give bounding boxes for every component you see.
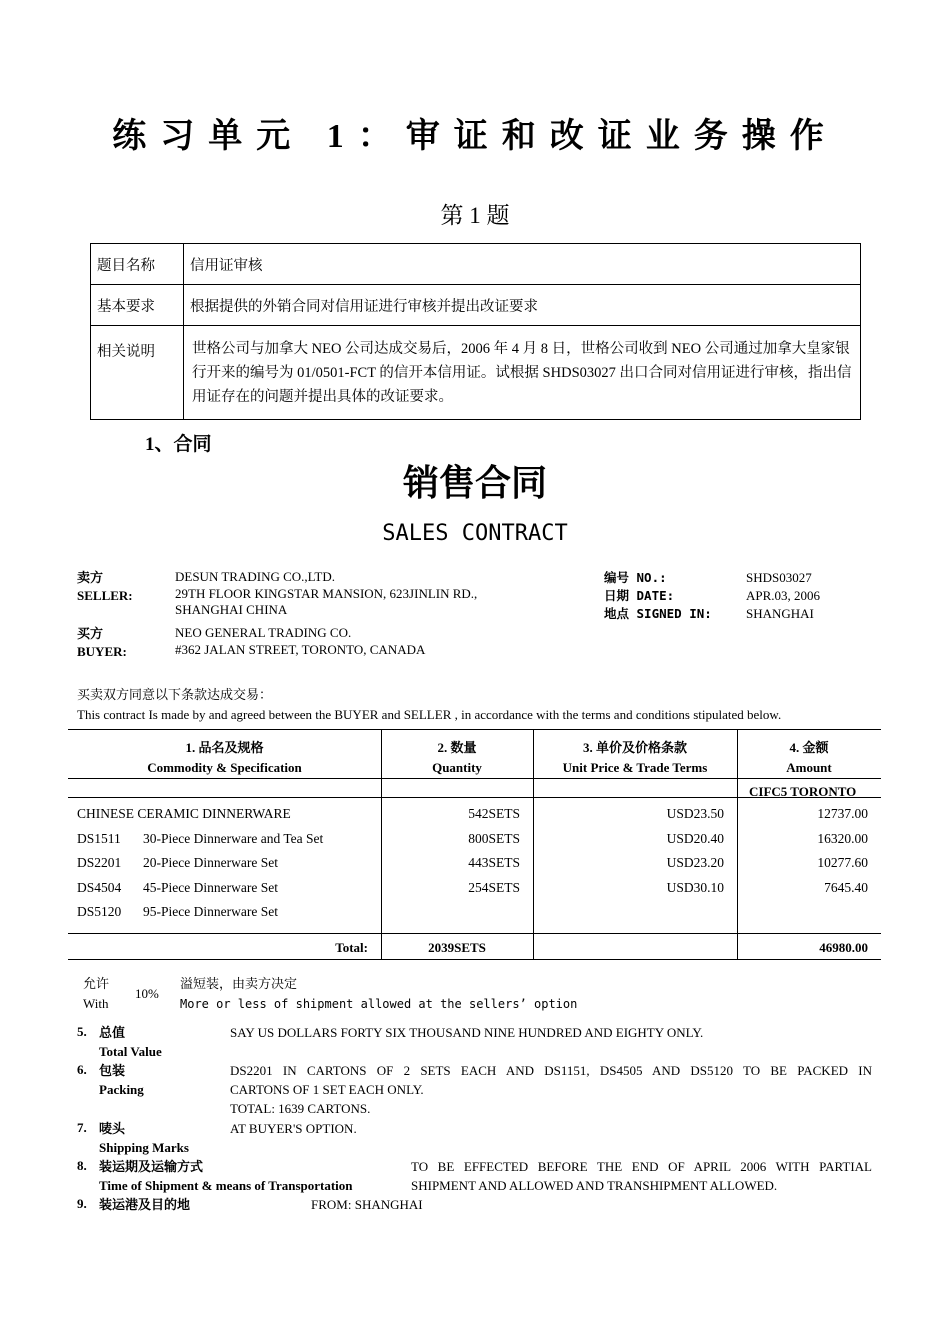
col-header-cn: 2. 数量 [437,740,477,755]
col-header-amount [737,738,881,778]
clause-line: SHIPMENT AND ALLOWED AND TRANSHIPMENT ALLOWED. [411,1178,778,1193]
clause-line: AT BUYER'S OPTION. [230,1121,357,1136]
tolerance-desc [180,974,577,1014]
contract-title-en: SALES CONTRACT [382,521,568,546]
contract-intro-cn: 买卖双方同意以下条款达成交易： [77,687,273,702]
buyer-label-en: BUYER: [77,644,127,659]
clause-line: FROM: SHANGHAI [311,1197,423,1212]
col-header-en: Quantity [432,760,482,775]
info-key: 基本要求 [91,285,184,326]
clause-label-en: Time of Shipment & means of Transportation [99,1178,353,1193]
info-row [91,285,861,326]
contract-date-value: APR.03, 2006 [746,588,821,603]
info-row [91,244,861,285]
clause-label [99,1061,144,1099]
col-header-commodity [68,738,381,778]
item-desc: 95-Piece Dinnerware Set [143,904,278,919]
col-header-en: Amount [786,760,832,775]
item-row [77,827,323,852]
item-code: DS1511 [77,830,121,846]
buyer-label-cn: 买方 [77,626,104,641]
item-row [77,851,323,876]
amount-cell: 7645.40 [824,879,868,895]
clause-label-cn: 装运期及运输方式 [99,1159,204,1174]
contract-place-label: 地点 SIGNED IN: [604,606,712,621]
tolerance-allow-cn: 允许 [83,976,110,991]
clause-number: 8. [77,1158,87,1173]
contract-title-cn: 销售合同 [402,463,547,504]
clause-label [99,1157,353,1195]
item-code: DS4504 [77,879,122,895]
col-header-cn: 1. 品名及规格 [185,740,264,755]
clause-text [230,1023,703,1042]
contract-intro-en: This contract Is made by and agreed between the BUYER and SELLER , in accordance with the terms and conditions stipulated below. [77,707,782,722]
price-column [533,802,724,900]
clause-number: 9. [77,1196,87,1211]
quantity-cell: 443SETS [468,855,520,870]
clause-label-cn: 装运港及目的地 [99,1197,191,1212]
amount-cell: 12737.00 [817,806,868,821]
tolerance-allow [83,974,109,1014]
col-header-quantity [381,738,533,778]
contract-meta-labels [604,569,712,623]
clause-number: 6. [77,1062,87,1077]
info-key: 相关说明 [91,326,184,420]
item-row [77,876,323,901]
commodity-column [77,802,323,925]
contract-date-label: 日期 DATE: [604,588,675,603]
clause-text [311,1195,423,1214]
page-title: 练习单元 1：审证和改证业务操作 [112,118,838,155]
price-cell: USD23.50 [666,806,724,821]
clause-number: 7. [77,1120,87,1135]
quantity-cell: 542SETS [468,806,520,821]
col-header-unit-price [533,738,737,778]
price-cell: USD30.10 [666,879,724,895]
info-value: 根据提供的外销合同对信用证进行审核并提出改证要求 [184,285,861,326]
clause-line: TOTAL: 1639 CARTONS. [230,1101,371,1116]
clause-text [411,1157,872,1195]
trade-term: CIFC5 TORONTO [749,784,857,799]
col-header-cn: 3. 单价及价格条款 [582,740,687,755]
amount-column [737,802,868,900]
seller-label-cn: 卖方 [77,570,104,585]
tolerance-allow-en: With [83,996,109,1011]
quantity-column [381,802,520,900]
price-cell: USD20.40 [666,830,724,846]
info-table [90,243,861,420]
col-header-cn: 4. 金额 [789,740,829,755]
info-row [91,326,861,420]
question-number: 第 1 题 [440,203,510,228]
clause-line: TO BE EFFECTED BEFORE THE END OF APRIL 2006 WITH PARTIAL [411,1159,872,1174]
item-code: DS2201 [77,855,122,870]
quantity-cell: 254SETS [468,879,520,895]
item-desc: 20-Piece Dinnerware Set [143,855,278,870]
seller-address1: 29TH FLOOR KINGSTAR MANSION, 623JINLIN RD., [175,585,478,601]
buyer-label [77,625,127,661]
tolerance-desc-cn: 溢短装，由卖方决定 [180,976,298,991]
clause-label-en: Shipping Marks [99,1140,189,1155]
table-top-rule [68,729,881,730]
total-label: Total: [335,940,368,955]
seller-info [175,569,477,619]
item-desc: 30-Piece Dinnerware and Tea Set [143,830,324,846]
clause-text [230,1061,872,1118]
info-key: 题目名称 [91,244,184,285]
info-value: 信用证审核 [184,244,861,285]
contract-no-value: SHDS03027 [746,570,812,585]
table-bottom-rule [68,959,881,960]
table-header-rule [68,778,881,779]
contract-meta-values [746,569,820,623]
contract-place-value: SHANGHAI [746,606,814,621]
buyer-name: NEO GENERAL TRADING CO. [175,625,352,640]
section-heading: 1、合同 [145,434,212,455]
info-value: 世格公司与加拿大 NEO 公司达成交易后，2006 年 4 月 8 日，世格公司收到 NEO 公司通过加拿大皇家银行开来的编号为 01/0501-FCT 的信开本信用证。试根据 SHDS03027 出口合同对信用证进行审核，指出信用证存在的问题并提出具体的改证要求。 [184,326,861,420]
clause-label [99,1023,162,1061]
item-code: DS5120 [77,904,122,919]
contract-no-label: 编号 NO.: [604,570,667,585]
clause-label-cn: 总值 [99,1025,126,1040]
seller-label-en: SELLER: [77,588,133,603]
buyer-address: #362 JALAN STREET, TORONTO, CANADA [175,641,426,657]
item-desc: 45-Piece Dinnerware Set [143,879,278,895]
buyer-info [175,625,425,658]
clause-label-cn: 包装 [99,1063,126,1078]
clause-line: DS2201 IN CARTONS OF 2 SETS EACH AND DS1151, DS4505 AND DS5120 TO BE PACKED IN [230,1063,872,1078]
item-row [77,900,323,925]
clause-label-en: Total Value [99,1044,162,1059]
quantity-cell: 800SETS [468,830,520,846]
clause-line: SAY US DOLLARS FORTY SIX THOUSAND NINE HUNDRED AND EIGHTY ONLY. [230,1025,704,1040]
clause-label-cn: 唛头 [99,1121,126,1136]
tolerance-desc-en: More or less of shipment allowed at the sellers’ option [180,997,578,1011]
amount-cell: 10277.60 [817,855,868,870]
seller-address2: SHANGHAI CHINA [175,602,288,617]
tolerance-percent: 10% [135,986,159,1001]
total-quantity: 2039SETS [428,940,486,955]
col-header-en: Commodity & Specification [147,760,302,775]
seller-label [77,569,133,605]
seller-name: DESUN TRADING CO.,LTD. [175,569,335,584]
clause-line: CARTONS OF 1 SET EACH ONLY. [230,1082,424,1097]
clause-label-en: Packing [99,1082,144,1097]
clause-label [99,1195,190,1214]
table-total-rule [68,933,881,934]
clause-label [99,1119,189,1157]
amount-cell: 16320.00 [817,830,868,846]
price-cell: USD23.20 [666,855,724,870]
col-header-en: Unit Price & Trade Terms [562,760,708,775]
clause-text [230,1119,357,1138]
product-line: CHINESE CERAMIC DINNERWARE [77,806,291,821]
clause-number: 5. [77,1024,87,1039]
total-amount: 46980.00 [819,940,868,955]
